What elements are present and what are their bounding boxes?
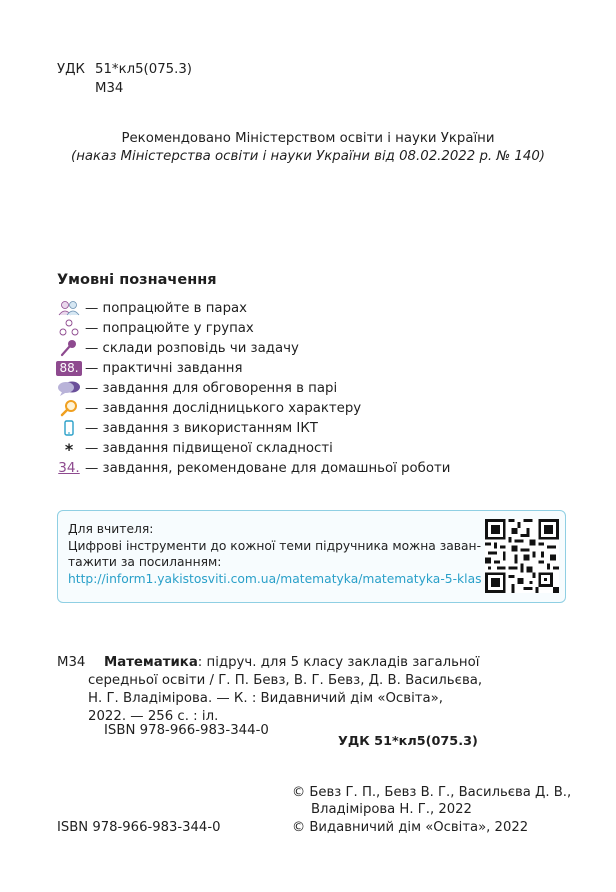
homework-number: 34. [58,460,80,476]
recommendation-order: (наказ Міністерства освіти і науки України від 08.02.2022 р. № 140) [71,149,545,164]
smartphone-icon [57,419,81,437]
teacher-info-box [57,510,566,603]
legend-item-text: — практичні завдання [85,360,243,376]
legend-item-text: — завдання дослідницького характеру [85,400,362,416]
legend-item [57,418,450,438]
legend-item [57,318,450,338]
book-title: Математика [104,655,198,670]
speech-bubbles-icon [57,379,81,397]
legend-item-text: — попрацюйте у групах [85,320,254,336]
copyright-authors-cont: Владімірова Н. Г., 2022 [311,802,472,817]
legend-item [57,438,450,458]
legend-item [57,378,450,398]
recommendation-line: Рекомендовано Міністерством освіти і науки України [121,131,495,146]
legend-item [57,458,450,478]
legend-item [57,338,450,358]
resource-link[interactable]: http://inform1.yakistosviti.com.ua/matematyka/matematyka-5-klas [68,572,482,586]
microphone-icon [57,339,81,357]
bib-mark: М34 [57,655,86,670]
udk-code: 51*кл5(075.3) [95,62,192,77]
legend-item [57,358,450,378]
copyright-authors: © Бевз Г. П., Бевз В. Г., Васильєва Д. В., [292,785,572,800]
magnifier-icon [57,399,81,417]
pair-people-icon [57,299,81,317]
star-symbol: * [64,440,74,459]
copyright-publisher: © Видавничий дім «Освіта», 2022 [292,820,529,835]
qr-code-icon[interactable] [485,519,559,593]
practical-task-badge: 88. [57,359,81,377]
legend-title: Умовні позначення [57,272,217,288]
bib-isbn: ISBN 978-966-983-344-0 [104,723,269,738]
teacher-heading: Для вчителя: [68,522,154,536]
group-people-icon [57,319,81,337]
bib-line-1 [104,655,479,670]
bib-line-2: середньої освіти / Г. П. Бевз, В. Г. Бевз, Д. В. Васильєва, [88,673,483,688]
legend-item [57,398,450,418]
teacher-text: тажити за посиланням: [68,555,222,569]
bib-udk: УДК 51*кл5(075.3) [338,734,478,749]
bib-line-4: 2022. — 256 с. : іл. [88,709,219,724]
udk-label: УДК [57,62,85,77]
author-mark: М34 [95,81,124,96]
footer-isbn: ISBN 978-966-983-344-0 [57,820,221,835]
legend-item-text: — завдання, рекомендоване для домашньої роботи [85,460,451,476]
legend-item-text: — завдання для обговорення в парі [85,380,338,396]
legend-item-text: — завдання підвищеної складності [85,440,333,456]
legend-list [57,298,450,478]
legend-item [57,298,450,318]
legend-item-text: — завдання з використанням ІКТ [85,420,318,436]
bib-text: : підруч. для 5 класу закладів загальної [197,655,480,670]
teacher-text: Цифрові інструменти до кожної теми підручника можна заван- [68,539,482,553]
legend-item-text: — склади розповідь чи задачу [85,340,299,356]
bib-line-3: Н. Г. Владімірова. — К. : Видавничий дім «Освіта», [88,691,444,706]
legend-item-text: — попрацюйте в парах [85,300,248,316]
